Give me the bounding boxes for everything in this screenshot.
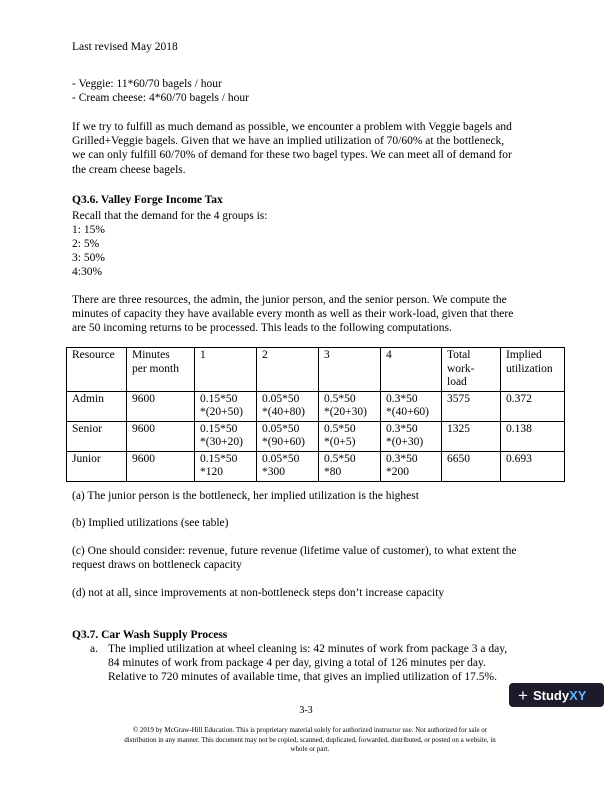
group-1-demand: 1: 15% xyxy=(72,224,105,236)
table-header-cell: 3 xyxy=(319,348,381,392)
q36-heading: Q3.6. Valley Forge Income Tax xyxy=(72,194,223,206)
table-header-cell: 1 xyxy=(195,348,257,392)
table-cell: 9600 xyxy=(127,451,195,481)
table-row xyxy=(67,391,565,421)
table-cell: 0.15*50 *120 xyxy=(195,451,257,481)
q36-intro: Recall that the demand for the 4 groups is: xyxy=(72,210,268,222)
table-cell: 0.05*50 *300 xyxy=(257,451,319,481)
q37-heading: Q3.7. Car Wash Supply Process xyxy=(72,629,228,641)
table-cell: 0.5*50 *80 xyxy=(319,451,381,481)
revision-note: Last revised May 2018 xyxy=(72,41,178,53)
resources-paragraph: There are three resources, the admin, the junior person, and the senior person. We compute the minutes of capacity they have available every month as well as their work-load, given that there are 50 incoming returns to be processed. This leads to the following computations. xyxy=(72,294,514,335)
page-number: 3-3 xyxy=(299,705,313,716)
answer-c-line-2: request draws on bottleneck capacity xyxy=(72,559,242,571)
answer-a: (a) The junior person is the bottleneck, her implied utilization is the highest xyxy=(72,490,419,502)
table-cell: 1325 xyxy=(442,421,501,451)
bagel-paragraph: If we try to fulfill as much demand as possible, we encounter a problem with Veggie bagels and Grilled+Veggie bagels. Given that we have an implied utilization of 70/60% at the bottleneck, we can only fulfill 60/70% of demand for these two bagel types. We can meet all of demand for the cream cheese bagels. xyxy=(72,121,512,176)
document-page: Last revised May 2018 - Veggie: 11*60/70 bagels / hour - Cream cheese: 4*60/70 bagels / hour If we try to fulfill as much demand as possible, we encounter a problem with Veggie bagels and Grilled+Veggie bagels. Given that we have an implied utilization of 70/60% at the bottleneck, we can only fulfill 60/70% of demand for these two bagel types. We can meet all of demand for the cream cheese bagels. Q3.6. Valley Forge Income Tax Recall that the demand for the 4 groups is: 1: 15% 2: 5% 3: 50% 4:30% There are three resources, the admin, the junior person, and the senior person. We compute the minutes of capacity they have available every month as well as their work-load, given that there are 50 incoming returns to be processed. This leads to the following computations. Resource Minutes per month 1 2 3 4 Total work- load Implied utilization Admin 9600 0.15*50 *(20+50) 0.05*50 *(40+80) 0.5*50 *(20+30) 0.3*50 *(40+60) 3575 0.372 Senior 9600 0.15*50 *(30+20) 0.05*50 *(90+60) 0.5*50 *(0+5) 0.3*50 *(0+30) 1325 0.138 Junior 9600 0.15*50 *120 0.05*50 *300 0.5*50 *80 0.3*50 *200 6650 0.693 (a) The junior person is the bottleneck, her implied utilization is the highest (b) Implied utilizations (see table) (c) One should consider: revenue, future revenue (lifetime value of customer), to what extent the request draws on bottleneck capacity (d) not at all, since improvements at non-bottleneck steps don’t increase capacity Q3.7. Car Wash Supply Process a. The implied utilization at wheel cleaning is: 42 minutes of work from package 3 a day, 84 minutes of work from package 4 per day, giving a total of 126 minutes per day. Relative to 720 minutes of available time, that gives an implied utilization of 17.5%. 3-3 © 2019 by McGraw-Hill Education. This is proprietary material solely for authorized instructor use. Not authorized for sale or distribution in any manner. This document may not be copied, scanned, duplicated, forwarded, distributed, or posted on a website, in whole or part. + Study XY xyxy=(0,0,612,792)
table-cell: 0.693 xyxy=(501,451,565,481)
table-cell: 9600 xyxy=(127,421,195,451)
table-cell: 0.05*50 *(90+60) xyxy=(257,421,319,451)
table-cell: 0.3*50 *(0+30) xyxy=(381,421,442,451)
table-header-cell: 4 xyxy=(381,348,442,392)
table-row xyxy=(67,451,565,481)
group-2-demand: 2: 5% xyxy=(72,238,100,250)
table-header-cell: Implied utilization xyxy=(501,348,565,392)
brand-study: Study xyxy=(532,687,570,703)
answer-d: (d) not at all, since improvements at non-bottleneck steps don’t increase capacity xyxy=(72,587,445,599)
rate-veggie: - Veggie: 11*60/70 bagels / hour xyxy=(72,78,222,90)
table-cell: 0.5*50 *(0+5) xyxy=(319,421,381,451)
table-cell: Admin xyxy=(67,391,127,421)
table-cell: 3575 xyxy=(442,391,501,421)
table-cell: 6650 xyxy=(442,451,501,481)
table-cell: 9600 xyxy=(127,391,195,421)
group-4-demand: 4:30% xyxy=(72,266,103,278)
table-header-cell: Resource xyxy=(67,348,127,392)
table-cell: 0.138 xyxy=(501,421,565,451)
table-cell: 0.15*50 *(30+20) xyxy=(195,421,257,451)
copyright-footer: © 2019 by McGraw-Hill Education. This is proprietary material solely for authorized instructor use. Not authorized for sale or distribution in any manner. This document may not be copied, scanned, duplicated, forwarded, distributed, or posted on a website, in whole or part. xyxy=(124,726,496,753)
table-cell: 0.3*50 *200 xyxy=(381,451,442,481)
brand-xy: XY xyxy=(569,687,587,703)
answer-c-line-1: (c) One should consider: revenue, future revenue (lifetime value of customer), to what extent the xyxy=(72,545,517,557)
rate-cream-cheese: - Cream cheese: 4*60/70 bagels / hour xyxy=(72,92,249,104)
table-cell: 0.372 xyxy=(501,391,565,421)
table-row xyxy=(67,421,565,451)
answer-b: (b) Implied utilizations (see table) xyxy=(72,517,229,529)
table-cell: 0.15*50 *(20+50) xyxy=(195,391,257,421)
table-cell: Senior xyxy=(67,421,127,451)
group-3-demand: 3: 50% xyxy=(72,252,105,264)
table-header-cell: Minutes per month xyxy=(127,348,195,392)
table-header-cell: Total work- load xyxy=(442,348,501,392)
studyxy-badge[interactable] xyxy=(509,683,604,707)
workload-table xyxy=(66,347,565,482)
item-label: a. xyxy=(90,643,98,655)
table-header-row xyxy=(67,348,565,392)
table-cell: 0.5*50 *(20+30) xyxy=(319,391,381,421)
plus-icon: + xyxy=(518,685,528,705)
table-header-cell: 2 xyxy=(257,348,319,392)
table-cell: 0.3*50 *(40+60) xyxy=(381,391,442,421)
table-cell: 0.05*50 *(40+80) xyxy=(257,391,319,421)
table-cell: Junior xyxy=(67,451,127,481)
